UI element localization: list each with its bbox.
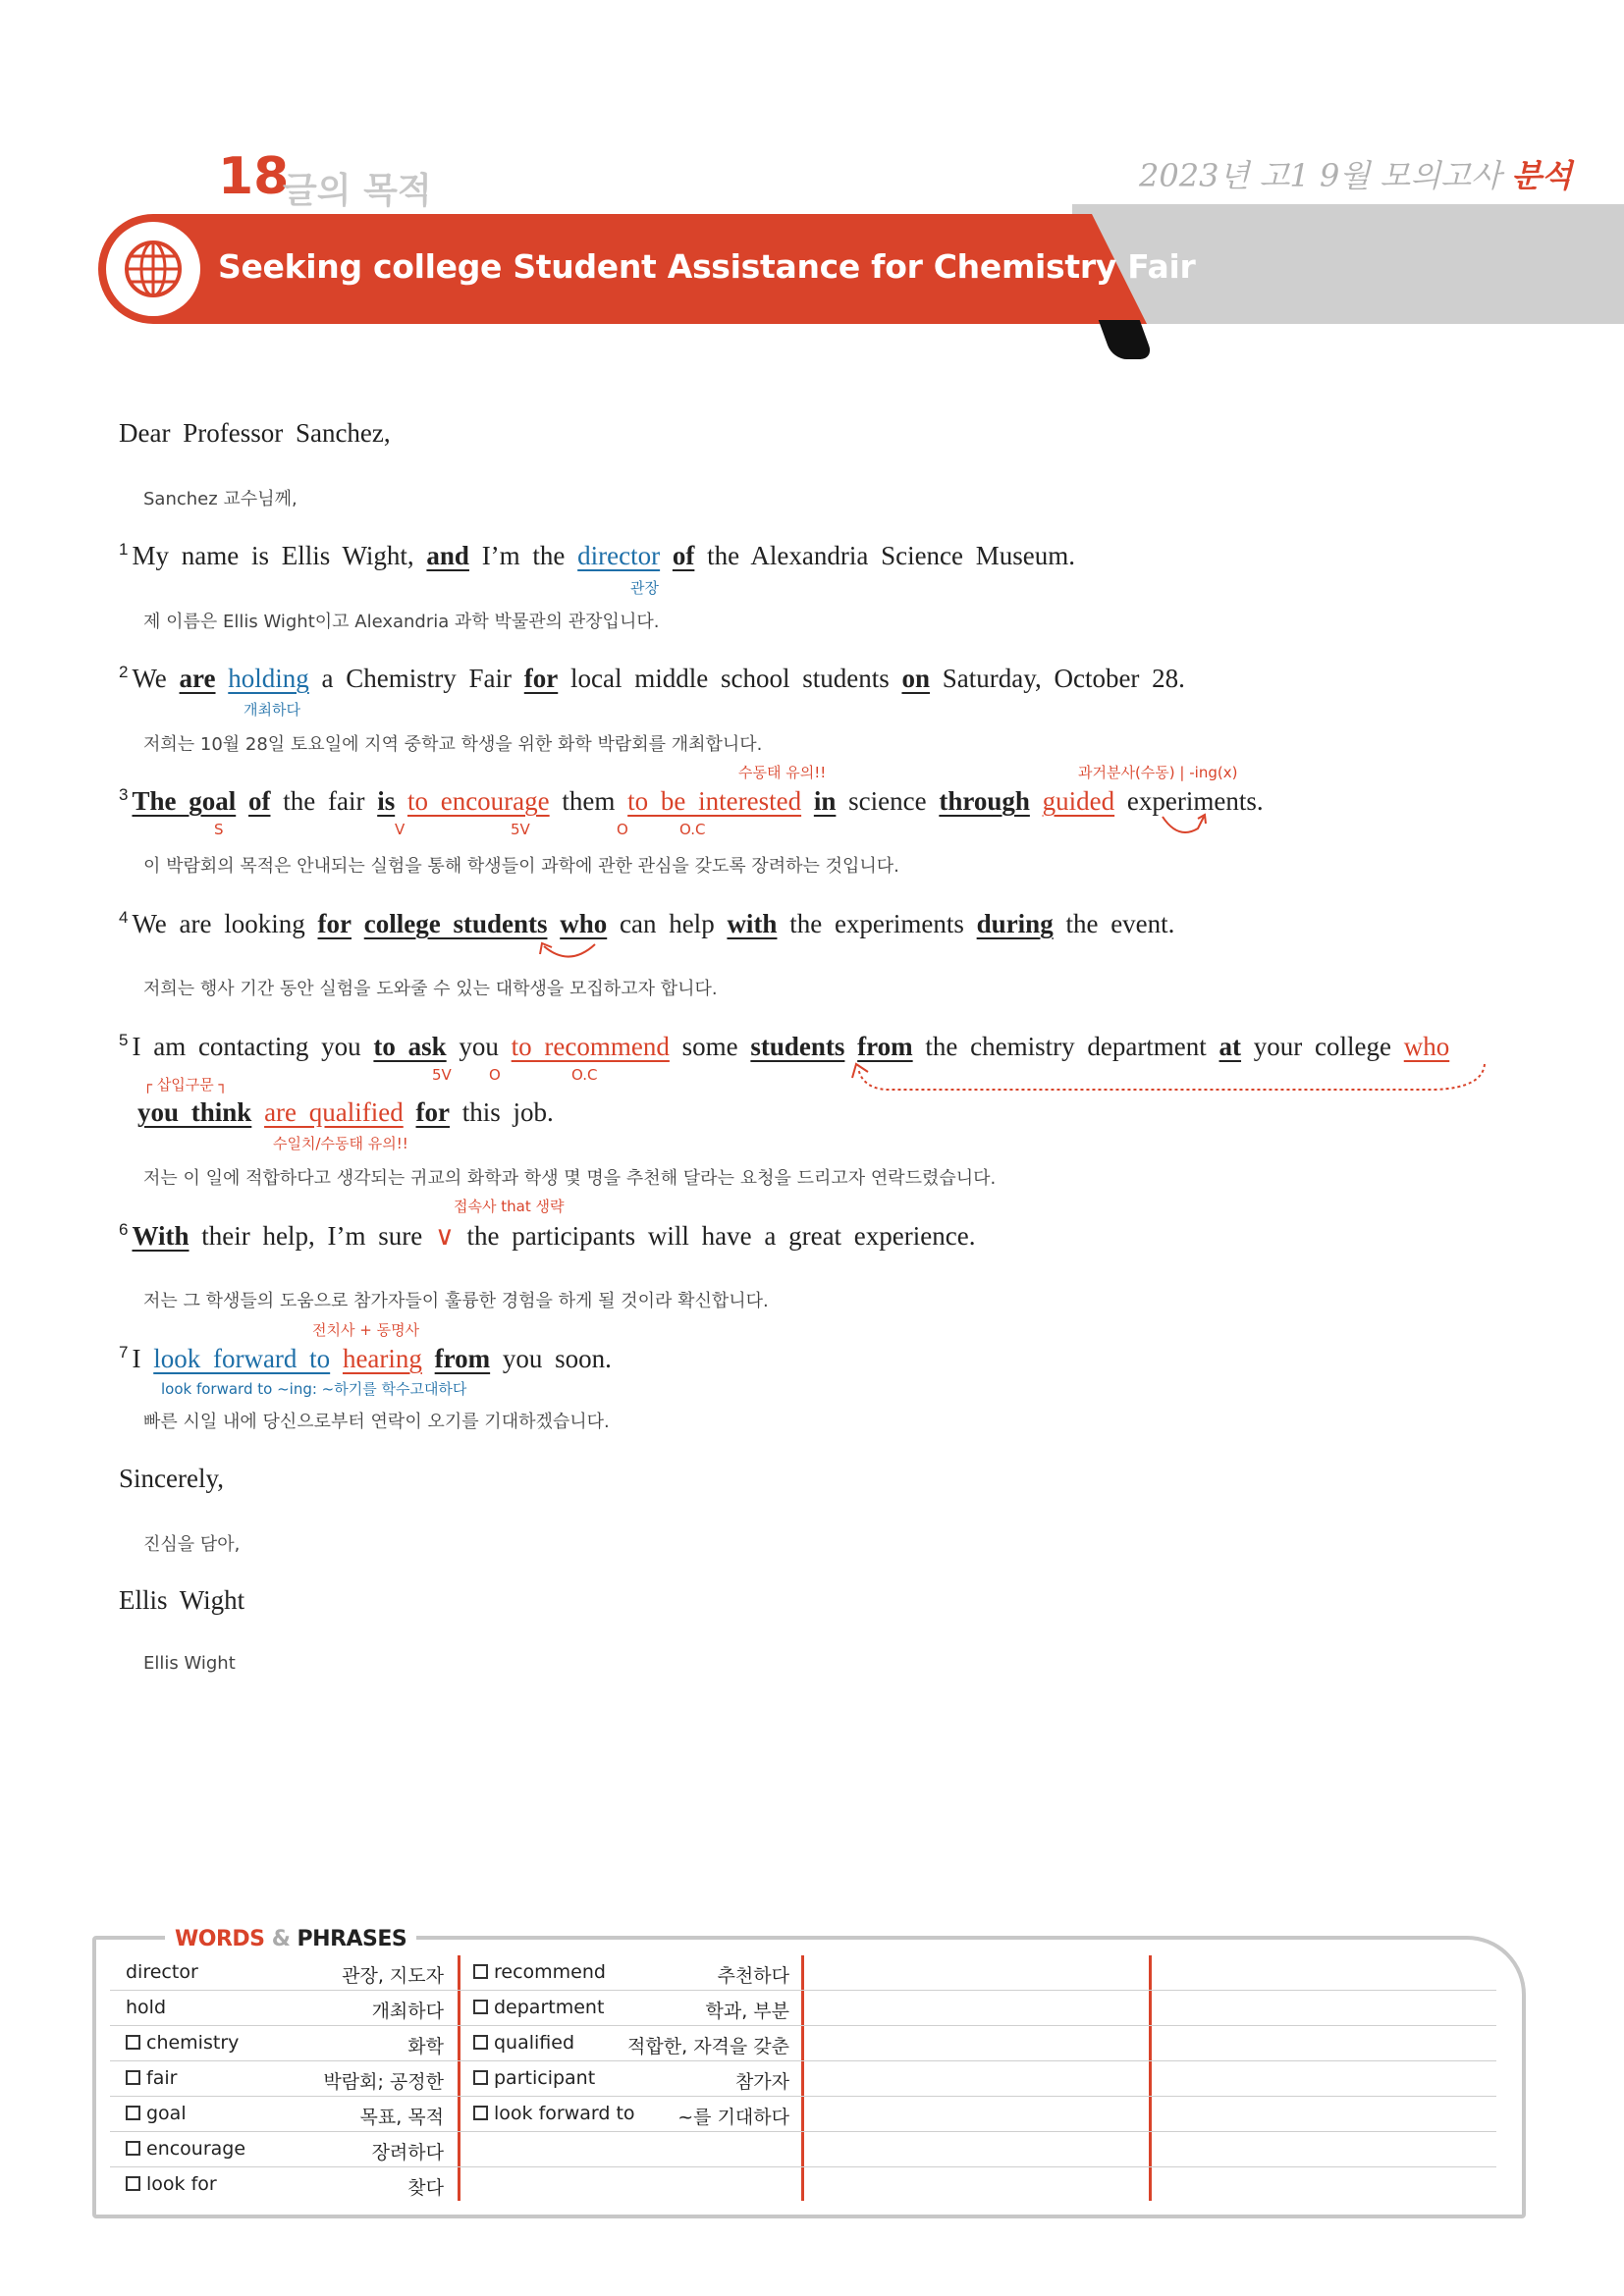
words-phrases-box (92, 1936, 1526, 2218)
note-5v: 5V (511, 821, 530, 838)
checkbox-icon[interactable] (126, 2106, 140, 2120)
note-s: S (214, 821, 224, 838)
note-director: 관장 (630, 579, 659, 597)
checkbox-icon[interactable] (473, 2000, 488, 2014)
arrow-who-students (846, 1060, 1494, 1095)
note-v: V (395, 821, 406, 838)
question-number: 18 (218, 147, 290, 206)
column-divider-1 (458, 1955, 460, 2201)
row-line (110, 2025, 1496, 2026)
sentence-2: $^2$ We are holding a Chemistry Fair for local middle school students on Saturday, October 28. (119, 663, 1185, 693)
word-term-text: goal (146, 2103, 187, 2124)
word-meaning: 추천하다 (717, 1965, 789, 1987)
question-type: 글의 목적 (283, 171, 432, 211)
row-line (110, 1990, 1496, 1991)
word-term-text: participant (494, 2067, 596, 2089)
checkbox-icon[interactable] (126, 2035, 140, 2050)
checkbox-icon[interactable] (126, 2070, 140, 2085)
closing: Sincerely, (119, 1464, 224, 1493)
word-meaning: 화학 (407, 2036, 444, 2057)
note-o-2: O (489, 1066, 501, 1084)
note-oc: O.C (679, 821, 706, 838)
checkbox-icon[interactable] (473, 2035, 488, 2050)
word-meaning: 찾다 (407, 2177, 444, 2199)
sentence-5: $^5$ I am contacting you to ask you to recommend some students from the chemistry department at your college who (119, 1031, 1450, 1061)
sentence-1-ko: 제 이름은 Ellis Wight이고 Alexandria 과학 박물관의 관장입니다. (143, 612, 660, 632)
word-term (126, 2032, 239, 2054)
sentence-3: $^3$ The goal of the fair is to encourage them to be interested in science through guided experiments. (119, 785, 1264, 816)
word-term-text: director (126, 1961, 198, 1983)
word-term-text: chemistry (146, 2032, 240, 2054)
sentence-5-ko: 저는 이 일에 적합하다고 생각되는 귀교의 화학과 학생 몇 명을 추천해 달라는 요청을 드리고자 연락드렸습니다. (143, 1168, 997, 1189)
note-o: O (617, 821, 628, 838)
word-term-text: encourage (146, 2138, 246, 2160)
word-meaning: 목표, 목적 (359, 2107, 444, 2128)
sentence-7-ko: 빠른 시일 내에 당신으로부터 연락이 오기를 기대하겠습니다. (143, 1412, 610, 1432)
note-look-forward: look forward to ~ing: ~하기를 학수고대하다 (161, 1380, 467, 1398)
word-term-text: look for (146, 2173, 217, 2195)
note-insertion: ┌ 삽입구문 ┐ (143, 1076, 228, 1094)
word-term (126, 1961, 198, 1983)
column-divider-3 (1149, 1955, 1152, 2201)
word-term (473, 1961, 606, 1983)
note-passive: 수동태 유의!! (738, 764, 827, 781)
globe-icon (106, 222, 200, 316)
word-term-text: department (494, 1997, 605, 2018)
word-term (473, 2103, 635, 2124)
row-line (110, 2166, 1496, 2167)
row-line (110, 2096, 1496, 2097)
row-line (110, 2060, 1496, 2061)
word-term (126, 2067, 177, 2089)
sentence-6-ko: 저는 그 학생들의 도움으로 참가자들이 훌륭한 경험을 하게 될 것이라 확신합니다. (143, 1291, 769, 1311)
word-meaning: 박람회; 공정한 (323, 2071, 444, 2093)
words-phrases-title: WORDS & PHRASES (165, 1927, 416, 1951)
note-gerund: 전치사 + 동명사 (312, 1321, 420, 1339)
word-term-text: recommend (494, 1961, 606, 1983)
word-term (126, 2103, 187, 2124)
word-term-text: hold (126, 1997, 167, 2018)
sentence-5-cont: you think are qualified for this job. (137, 1097, 554, 1127)
sentence-2-ko: 저희는 10월 28일 토요일에 지역 중학교 학생을 위한 화학 박람회를 개최합니다. (143, 734, 763, 755)
signature: Ellis Wight (119, 1585, 245, 1615)
word-meaning: 학과, 부분 (705, 2001, 789, 2022)
word-term (126, 2173, 217, 2195)
salutation: Dear Professor Sanchez, (119, 418, 391, 448)
word-term (473, 2032, 574, 2054)
sentence-4-ko: 저희는 행사 기간 동안 실험을 도와줄 수 있는 대학생을 모집하고자 합니다. (143, 979, 718, 999)
sentence-3-ko: 이 박람회의 목적은 안내되는 실험을 통해 학생들이 과학에 관한 관심을 갖도록 장려하는 것입니다. (143, 856, 899, 877)
word-term (126, 1997, 166, 2018)
row-line (110, 2131, 1496, 2132)
source-accent: 분석 (1511, 157, 1573, 194)
closing-ko: 진심을 담아, (143, 1534, 241, 1555)
page-title: Seeking college Student Assistance for Chemistry Fair (218, 247, 1196, 286)
checkbox-icon[interactable] (473, 2106, 488, 2120)
insert-caret: ∨ (434, 1221, 455, 1251)
word-meaning: ~를 기대하다 (677, 2107, 789, 2128)
word-meaning: 참가자 (734, 2071, 789, 2093)
word-meaning: 개최하다 (371, 2001, 444, 2022)
word-meaning: 적합한, 자격을 갖춘 (627, 2036, 789, 2057)
word-meaning: 장려하다 (371, 2142, 444, 2163)
source-label (1139, 151, 1572, 196)
word-term (473, 2067, 595, 2089)
note-past-participle: 과거분사(수동) | -ing(x) (1078, 764, 1238, 781)
word-term-text: look forward to (494, 2103, 635, 2124)
sentence-7: $^7$ I look forward to hearing from you soon. (119, 1343, 612, 1373)
note-that-omitted: 접속사 that 생략 (454, 1198, 565, 1215)
checkbox-icon[interactable] (473, 2070, 488, 2085)
sentence-6: $^6$ With their help, I’m sure ∨ the participants will have a great experience. (119, 1220, 976, 1251)
sentence-4: $^4$ We are looking for college students who can help with the experiments during the event. (119, 908, 1175, 938)
arrow-guided (1159, 811, 1218, 844)
column-divider-2 (801, 1955, 804, 2201)
note-holding: 개최하다 (244, 701, 300, 719)
word-term-text: qualified (494, 2032, 575, 2054)
word-term (126, 2138, 245, 2160)
note-oc-2: O.C (571, 1066, 598, 1084)
checkbox-icon[interactable] (126, 2176, 140, 2191)
source-prefix: 2023년 고1 9월 모의고사 (1139, 157, 1502, 194)
arrow-who (530, 938, 599, 966)
salutation-ko: Sanchez 교수님께, (143, 489, 298, 509)
header-tab-decoration (1099, 320, 1155, 359)
note-5v-2: 5V (432, 1066, 452, 1084)
note-agreement: 수일치/수동태 유의!! (273, 1135, 408, 1152)
signature-ko: Ellis Wight (143, 1653, 236, 1674)
word-term-text: fair (146, 2067, 178, 2089)
sentence-1: $^1$ My name is Ellis Wight, and I’m the director of the Alexandria Science Museum. (119, 540, 1076, 570)
word-meaning: 관장, 지도자 (342, 1965, 444, 1987)
checkbox-icon[interactable] (473, 1964, 488, 1979)
word-term (473, 1997, 604, 2018)
checkbox-icon[interactable] (126, 2141, 140, 2156)
